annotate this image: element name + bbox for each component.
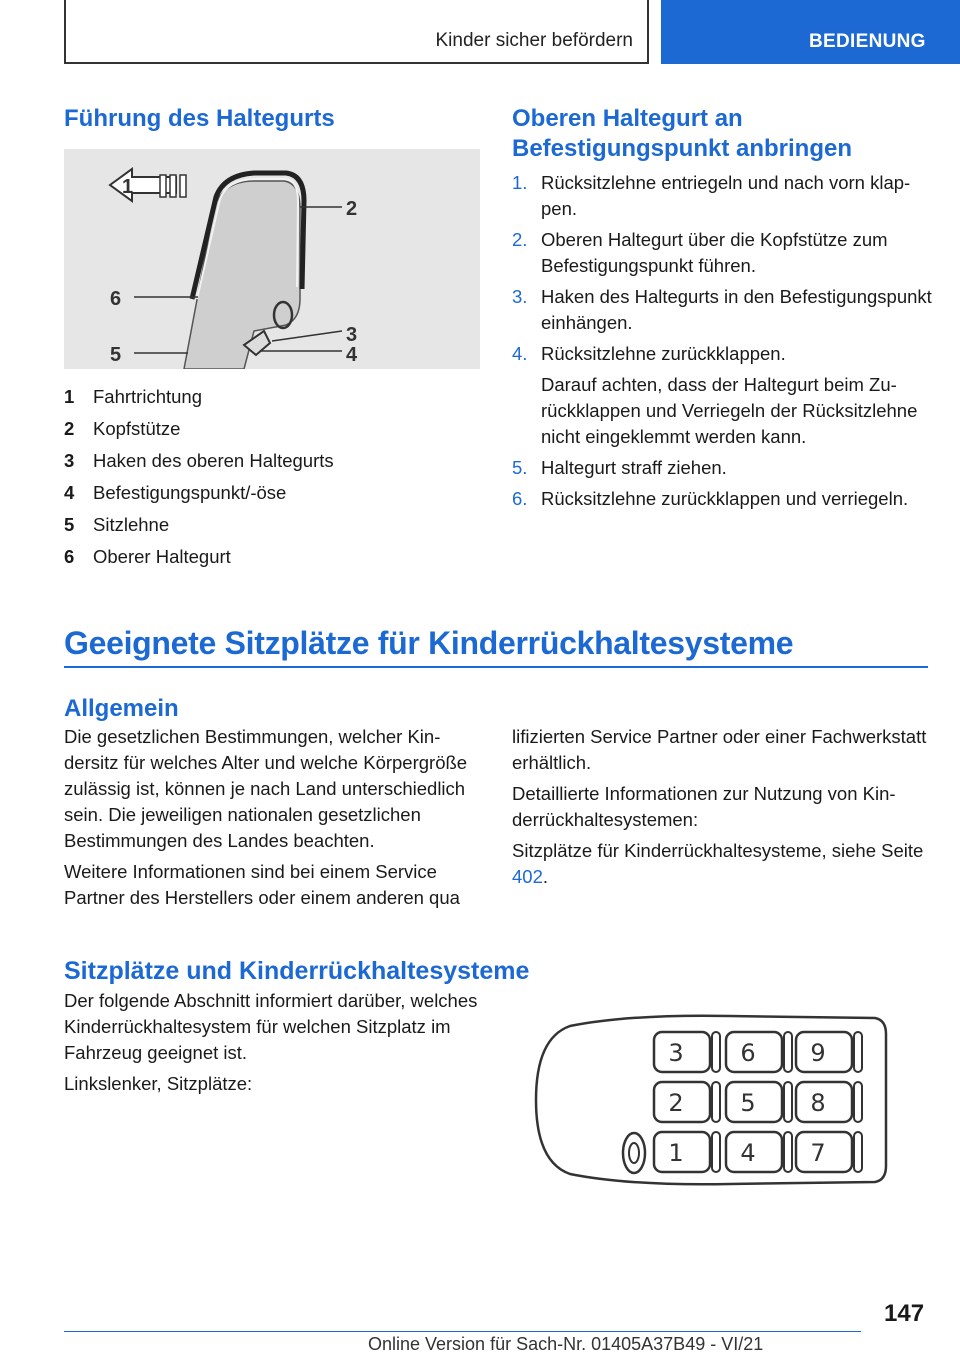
attach-tether-heading: Oberen Haltegurt an Befestigungspunkt anbringen — [512, 105, 853, 162]
seat-number: 6 — [740, 1039, 756, 1067]
general-paragraph: Weitere Informationen sind bei einem Service Partner des Herstellers oder einem anderen qua — [64, 861, 460, 908]
attach-steps-list — [512, 170, 932, 517]
seat-number: 1 — [668, 1139, 684, 1167]
legend-item: 4 Befestigungspunkt/-öse — [64, 482, 287, 503]
legend-item: 2 Kopfstütze — [64, 418, 181, 439]
legend-item: 1 Fahrtrichtung — [64, 386, 202, 407]
header-chapter-tab[interactable] — [661, 0, 960, 64]
step-item: 2. Oberen Haltegurt über die Kopfstütze zum Befestigungspunkt führen. — [512, 229, 888, 276]
footer-rule — [64, 1331, 861, 1332]
header-section-title: Kinder sicher befördern — [435, 30, 633, 51]
step-item: 3. Haken des Haltegurts in den Befestigungspunkt einhängen. — [512, 286, 932, 333]
step-note: Darauf achten, dass der Haltegurt beim Zurückklappen und Verriegeln der Rücksitzlehne nicht eingeklemmt werden kann. — [541, 374, 918, 447]
header-section-box — [64, 0, 649, 64]
header-chapter-label: BEDIENUNG — [809, 31, 926, 52]
general-heading: Allgemein — [64, 695, 179, 722]
seat-number: 5 — [740, 1089, 756, 1117]
step-item: 4. Rücksitzlehne zurückklappen. — [512, 343, 786, 364]
figure-label-2: 2 — [346, 198, 358, 220]
seats-paragraph: Linkslenker, Sitzplätze: — [64, 1073, 253, 1094]
page-reference-link[interactable]: 402 — [512, 866, 543, 887]
figure-label-3: 3 — [346, 324, 358, 346]
step-item: 5. Haltegurt straff ziehen. — [512, 457, 727, 478]
seats-heading: Sitzplätze und Kinderrückhaltesysteme — [64, 957, 530, 985]
seat-number: 3 — [668, 1039, 684, 1067]
general-left-column — [64, 724, 480, 916]
general-paragraph: lifizierten Service Partner oder einer Fachwerkstatt erhältlich. — [512, 726, 927, 773]
seat-number: 8 — [810, 1089, 826, 1117]
belt-routing-heading: Führung des Haltegurts — [64, 105, 335, 132]
general-right-column — [512, 724, 928, 895]
figure-label-4: 4 — [346, 344, 358, 366]
section-title-rule — [64, 666, 928, 668]
page-number: 147 — [884, 1300, 925, 1327]
figure-label-1: 1 — [122, 176, 134, 198]
step-item: 1. Rücksitzlehne entriegeln und nach vorn klappen. — [512, 172, 911, 219]
tether-belt-figure — [64, 149, 480, 369]
general-paragraph: Die gesetzlichen Bestimmungen, welcher Kindersitz für welches Alter und welche Körpergröße zulässig ist, können je nach Land unterschiedlich sein. Die jeweiligen nationalen gesetzlichen Bestimmungen des Landes beachten. — [64, 726, 468, 851]
seat-number: 4 — [740, 1139, 756, 1167]
seat-number: 7 — [810, 1139, 826, 1167]
seats-text-column — [64, 988, 480, 1102]
general-paragraph: Sitzplätze für Kinderrückhaltesysteme, siehe Seite 402. — [512, 840, 924, 887]
figure-label-6: 6 — [110, 288, 122, 310]
seat-number: 2 — [668, 1089, 684, 1117]
figure-legend — [64, 381, 484, 573]
footer-online-version: Online Version für Sach-Nr. 01405A37B49 - VI/21 — [368, 1334, 764, 1354]
seat-layout-figure — [530, 1012, 890, 1188]
general-paragraph: Detaillierte Informationen zur Nutzung von Kinderrückhaltesystemen: — [512, 783, 896, 830]
legend-item: 6 Oberer Haltegurt — [64, 546, 231, 567]
step-item: 6. Rücksitzlehne zurückklappen und verriegeln. — [512, 488, 909, 509]
figure-label-5: 5 — [110, 344, 122, 366]
legend-item: 5 Sitzlehne — [64, 514, 170, 535]
seats-paragraph: Der folgende Abschnitt informiert darüber, welches Kinderrückhaltesystem für welchen Sitzplatz im Fahrzeug geeignet ist. — [64, 990, 478, 1063]
section-title: Geeignete Sitzplätze für Kinderrückhaltesysteme — [64, 625, 794, 661]
seat-number: 9 — [810, 1039, 826, 1067]
legend-item: 3 Haken des oberen Haltegurts — [64, 450, 334, 471]
